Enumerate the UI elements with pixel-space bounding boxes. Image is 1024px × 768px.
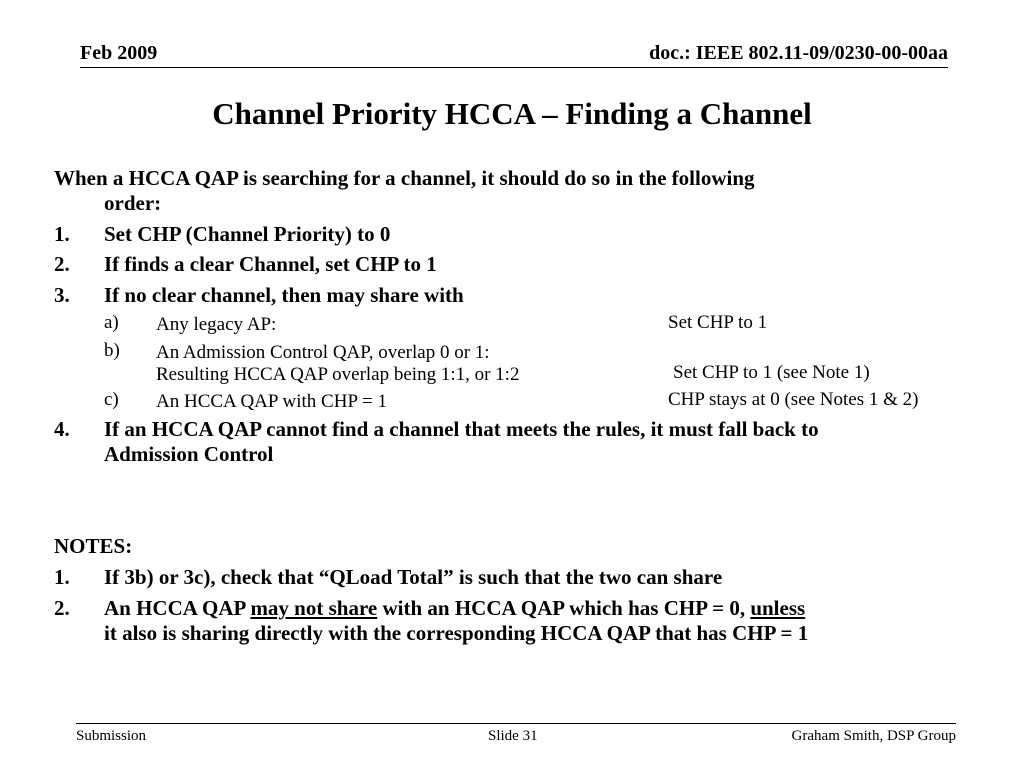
note-number: 2. xyxy=(54,596,70,620)
sub-list-item-text: An Admission Control QAP, overlap 0 or 1: xyxy=(156,342,490,363)
sub-list-item-letter: a) xyxy=(104,312,119,333)
footer-author: Graham Smith, DSP Group xyxy=(791,728,956,744)
note-underlined-text: unless xyxy=(750,596,806,620)
list-item-number: 2. xyxy=(54,252,70,276)
note-number: 1. xyxy=(54,565,70,589)
list-item-text: If no clear channel, then may share with xyxy=(104,283,464,307)
list-item xyxy=(0,283,1024,308)
notes-heading: NOTES: xyxy=(54,534,133,558)
footer-submission: Submission xyxy=(76,728,147,744)
sub-list-item xyxy=(0,312,1024,337)
list-item-text-2: Admission Control xyxy=(104,442,274,466)
list-item-number: 3. xyxy=(54,283,70,307)
sub-list-item-result: Set CHP to 1 (see Note 1) xyxy=(673,362,870,383)
sub-list-item xyxy=(0,340,1024,390)
header-doc-id: doc.: IEEE 802.11-09/0230-00-00aa xyxy=(649,42,948,64)
sub-list-item-text: An HCCA QAP with CHP = 1 xyxy=(156,391,388,412)
note-text: If 3b) or 3c), check that “QLoad Total” is such that the two can share xyxy=(104,565,723,589)
list-item-number: 4. xyxy=(54,417,70,441)
header-divider xyxy=(80,67,948,68)
footer-slide-number: Slide 31 xyxy=(488,728,538,744)
intro-text xyxy=(54,166,755,216)
note-text-2: it also is sharing directly with the corresponding HCCA QAP that has CHP = 1 xyxy=(104,621,809,645)
note-text-part: An HCCA QAP xyxy=(104,596,251,620)
list-item-text: If finds a clear Channel, set CHP to 1 xyxy=(104,252,437,276)
list-item-text: If an HCCA QAP cannot find a channel that meets the rules, it must fall back to xyxy=(104,417,819,441)
sub-list-item-text: Any legacy AP: xyxy=(156,314,277,335)
list-item-number: 1. xyxy=(54,222,70,246)
note-text-part: with an HCCA QAP which has CHP = 0, xyxy=(377,596,751,620)
sub-list-item-result: Set CHP to 1 xyxy=(668,312,768,333)
note-item xyxy=(0,565,1024,590)
sub-list-item-result: CHP stays at 0 (see Notes 1 & 2) xyxy=(668,389,919,410)
sub-list-item-letter: b) xyxy=(104,340,120,361)
list-item xyxy=(0,417,1024,467)
list-item xyxy=(0,252,1024,277)
note-underlined-text: may not share xyxy=(250,596,378,620)
list-item-text: Set CHP (Channel Priority) to 0 xyxy=(104,222,391,246)
sub-list-item xyxy=(0,389,1024,414)
sub-list-item-letter: c) xyxy=(104,389,119,410)
list-item xyxy=(0,222,1024,247)
slide-title: Channel Priority HCCA – Finding a Channel xyxy=(212,96,812,131)
intro-line-2: order: xyxy=(104,191,162,215)
intro-line-1: When a HCCA QAP is searching for a channel, it should do so in the following xyxy=(54,166,755,190)
header-date: Feb 2009 xyxy=(80,42,158,64)
note-item xyxy=(0,596,1024,646)
sub-list-item-text-2: Resulting HCCA QAP overlap being 1:1, or 1:2 xyxy=(156,364,520,385)
note-text xyxy=(104,596,984,621)
footer-divider xyxy=(76,723,956,724)
